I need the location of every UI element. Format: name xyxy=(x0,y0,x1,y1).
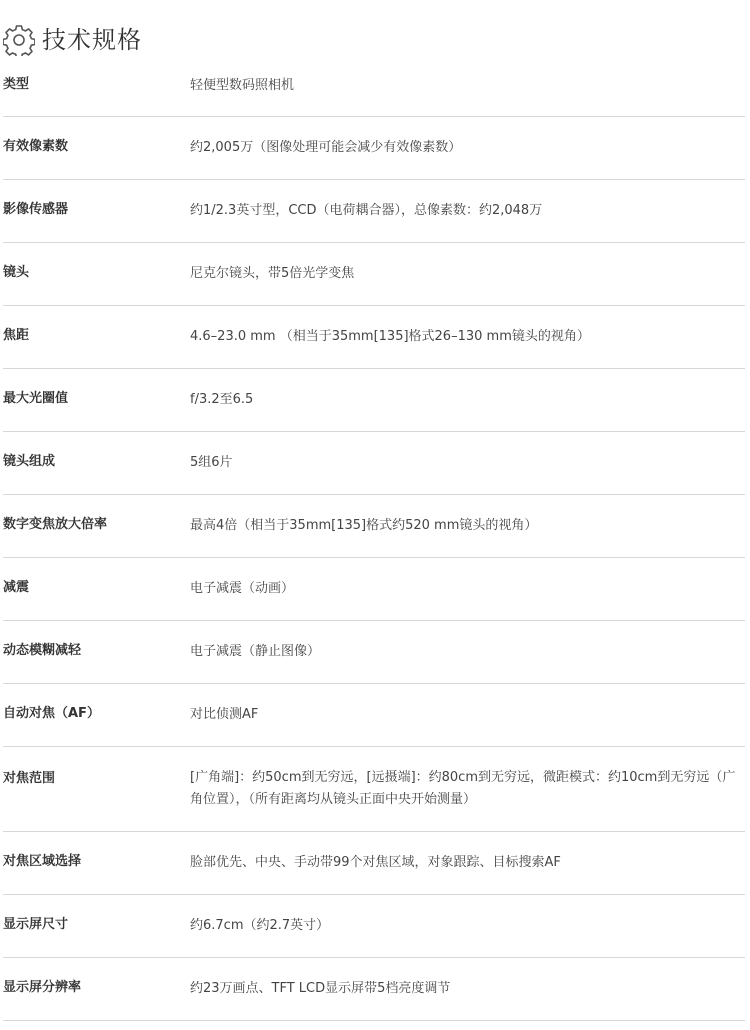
spec-value: 脸部优先、中央、手动带99个对焦区域，对象跟踪、目标搜索AF xyxy=(190,855,561,870)
spec-row-lens-construction xyxy=(3,432,745,495)
spec-value: 对比侦测AF xyxy=(190,707,259,722)
spec-value: 轻便型数码照相机 xyxy=(190,78,295,93)
spec-value: 约6.7cm（约2.7英寸） xyxy=(190,918,330,933)
spec-row-monitor-resolution xyxy=(3,958,745,1021)
spec-label: 影像传感器 xyxy=(3,202,69,217)
spec-row-focal-length xyxy=(3,306,745,369)
spec-table xyxy=(3,70,745,1021)
spec-value: 尼克尔镜头，带5倍光学变焦 xyxy=(190,266,355,281)
spec-row-image-sensor xyxy=(3,180,745,243)
spec-row-focus-area xyxy=(3,832,745,895)
spec-value: 4.6–23.0 mm （相当于35mm[135]格式26–130 mm镜头的视角） xyxy=(190,329,590,344)
spec-row-autofocus xyxy=(3,684,745,747)
spec-row-focus-range xyxy=(3,747,745,832)
spec-label: 最大光圈值 xyxy=(3,391,69,406)
spec-value: 约2,005万（图像处理可能会减少有效像素数） xyxy=(190,140,462,155)
spec-value: f/3.2至6.5 xyxy=(190,392,254,407)
spec-row-type xyxy=(3,70,745,117)
spec-row-monitor-size xyxy=(3,895,745,958)
spec-label: 类型 xyxy=(3,77,30,92)
spec-value: 约23万画点、TFT LCD显示屏带5档亮度调节 xyxy=(190,981,451,996)
page-title: 技术规格 xyxy=(42,26,142,54)
spec-row-lens xyxy=(3,243,745,306)
spec-row-max-aperture xyxy=(3,369,745,432)
spec-label: 有效像素数 xyxy=(3,139,69,154)
spec-label: 镜头组成 xyxy=(3,454,56,469)
spec-label: 镜头 xyxy=(3,265,30,280)
section-header xyxy=(0,0,750,70)
spec-label: 对焦范围 xyxy=(3,771,56,786)
spec-value: 电子减震（动画） xyxy=(190,581,295,596)
spec-label: 减震 xyxy=(3,580,30,595)
spec-value: 5组6片 xyxy=(190,455,233,470)
spec-value: [广角端]：约50cm到无穷远，[远摄端]：约80cm到无穷远，微距模式：约10cm到无穷远（广角位置），（所有距离均从镜头正面中央开始测量） xyxy=(190,770,736,807)
spec-label: 焦距 xyxy=(3,328,30,343)
spec-label: 显示屏分辨率 xyxy=(3,980,82,995)
spec-label: 对焦区域选择 xyxy=(3,854,82,869)
spec-value: 约1/2.3英寸型，CCD（电荷耦合器），总像素数：约2,048万 xyxy=(190,203,543,218)
spec-label: 显示屏尺寸 xyxy=(3,917,69,932)
spec-value: 电子减震（静止图像） xyxy=(190,644,321,659)
spec-label: 自动对焦（AF） xyxy=(3,706,100,721)
spec-label: 动态模糊减轻 xyxy=(3,643,82,658)
spec-label: 数字变焦放大倍率 xyxy=(3,517,108,532)
spec-row-motion-blur xyxy=(3,621,745,684)
spec-value: 最高4倍（相当于35mm[135]格式约520 mm镜头的视角） xyxy=(190,518,538,533)
gear-icon xyxy=(3,24,35,56)
spec-row-digital-zoom xyxy=(3,495,745,558)
spec-row-vibration-reduction xyxy=(3,558,745,621)
spec-row-effective-pixels xyxy=(3,117,745,180)
